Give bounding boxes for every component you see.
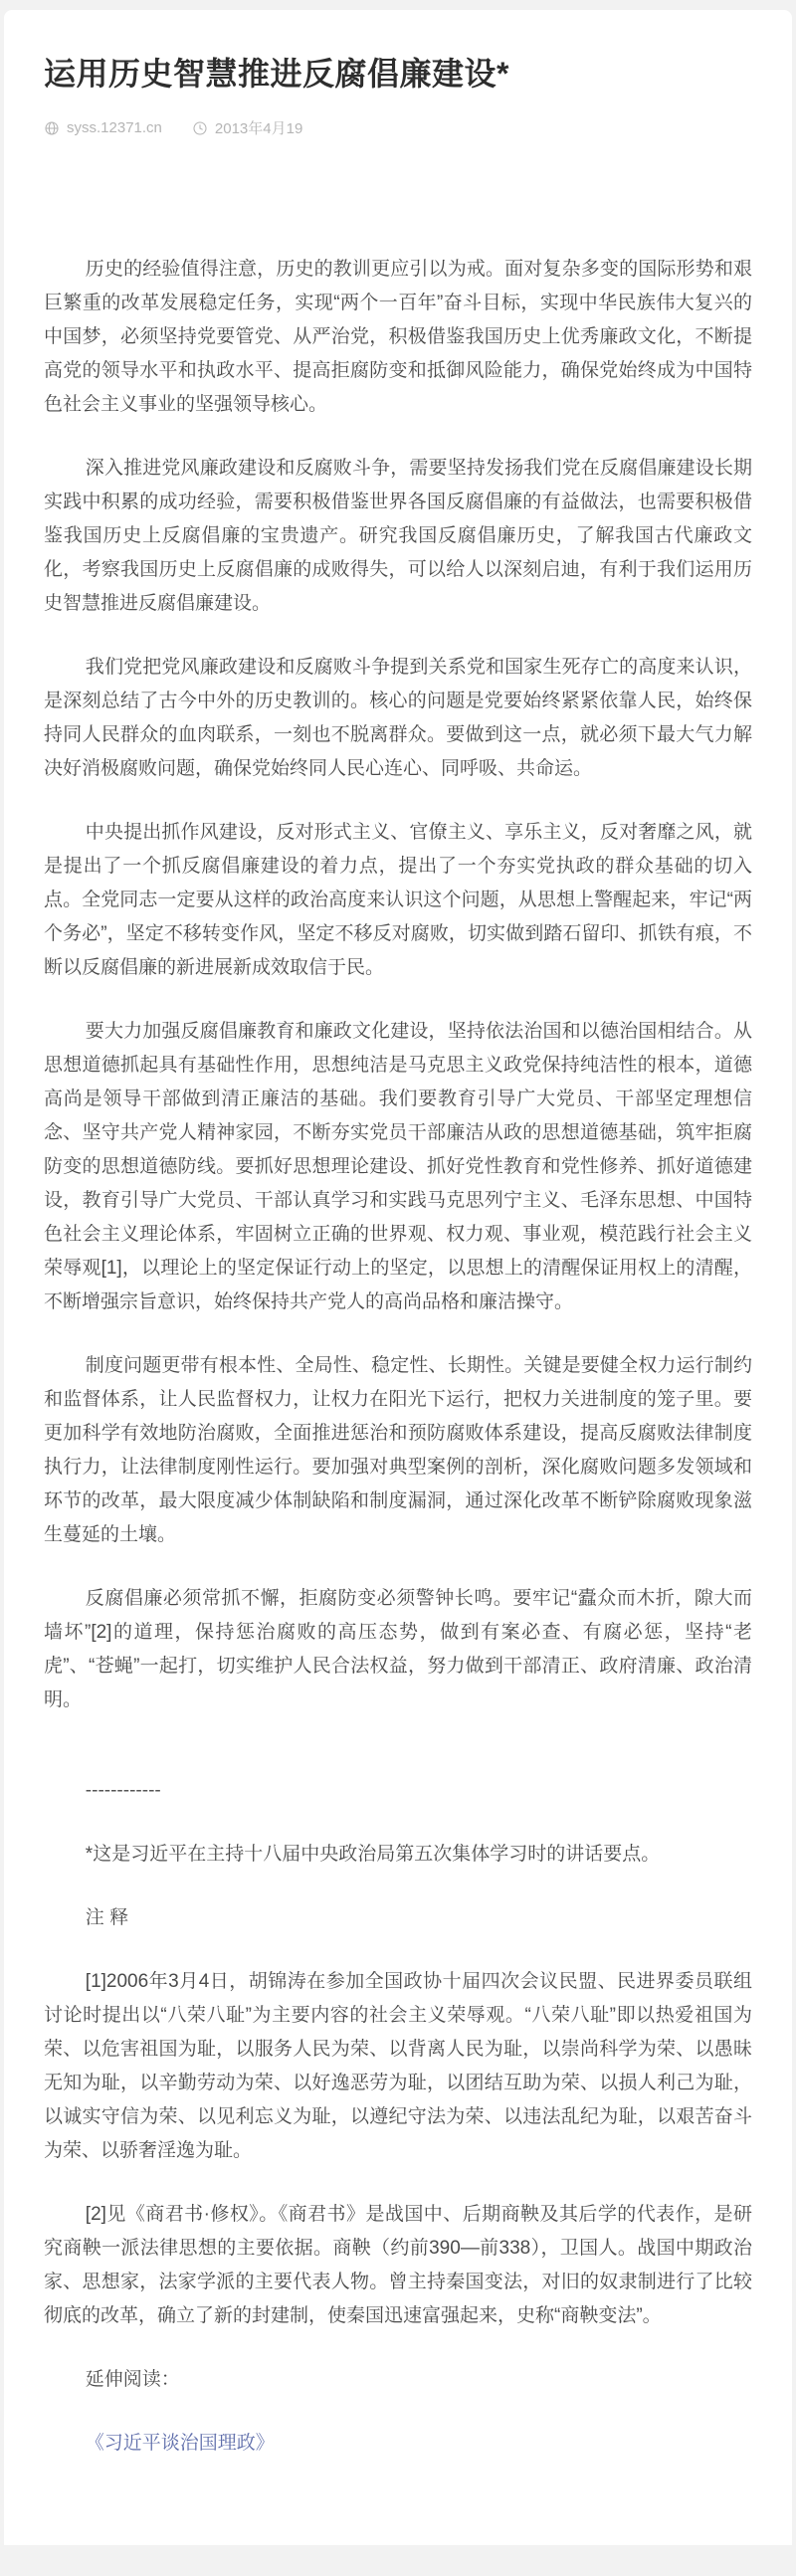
article-paragraph: 我们党把党风廉政建设和反腐败斗争提到关系党和国家生死存亡的高度来认识，是深刻总结了古今中外的历史教训的。核心的问题是党要始终紧紧依靠人民，始终保持同人民群众的血肉联系，一刻也不脱离群众。要做到这一点，就必须下最大气力解决好消极腐败问题，确保党始终同人民心连心、同呼吸、共命运。 [44,657,752,779]
article-paragraph: 制度问题更带有根本性、全局性、稳定性、长期性。关键是要健全权力运行制约和监督体系，让人民监督权力，让权力在阳光下运行，把权力关进制度的笼子里。要更加科学有效地防治腐败，全面推进惩治和预防腐败体系建设，提高反腐败法律制度执行力，让法律制度刚性运行。要加强对典型案例的剖析，深化腐败问题多发领域和环节的改革，最大限度减少体制缺陷和制度漏洞，通过深化改革不断铲除腐败现象滋生蔓延的土壤。 [44,1355,752,1545]
meta-date [192,117,302,138]
globe-icon [44,120,60,136]
note: [2]见《商君书·修权》。《商君书》是战国中、后期商鞅及其后学的代表作，是研究商鞅一派法律思想的主要依据。商鞅（约前390—前338），卫国人。战国中期政治家、思想家，法家学派的主要代表人物。曾主持秦国变法，对旧的奴隶制进行了比较彻底的改革，确立了新的封建制，使秦国迅速富强起来，史称“商鞅变法”。 [44,2204,752,2326]
clock-icon [192,120,208,136]
footnote-divider: ------------ [85,1780,161,1801]
meta-source-label: syss.12371.cn [67,119,162,136]
meta-date-label: 2013年4月19 [214,120,303,137]
extended-reading-row [44,2412,752,2476]
article-card [4,10,792,2545]
footnote-star: *这是习近平在主持十八届中央政治局第五次集体学习时的讲话要点。 [85,1844,661,1865]
article-paragraph: 要大力加强反腐倡廉教育和廉政文化建设，坚持依法治国和以德治国相结合。从思想道德抓起具有基础性作用，思想纯洁是马克思主义政党保持纯洁性的根本，道德高尚是领导干部做到清正廉洁的基础。我们要教育引导广大党员、干部坚定理想信念、坚守共产党人精神家园，不断夯实党员干部廉洁从政的思想道德基础，筑牢拒腐防变的思想道德防线。要抓好思想理论建设、抓好党性教育和党性修养、抓好道德建设，教育引导广大党员、干部认真学习和实践马克思列宁主义、毛泽东思想、中国特色社会主义理论体系，牢固树立正确的世界观、权力观、事业观，模范践行社会主义荣辱观[1]，以理论上的坚定保证行动上的坚定，以思想上的清醒保证用权上的清醒，不断增强宗旨意识，始终保持共产党人的高尚品格和廉洁操守。 [44,1021,752,1312]
article-paragraph: 反腐倡廉必须常抓不懈，拒腐防变必须警钟长鸣。要牢记“蠹众而木折，隙大而墙坏”[2]的道理，保持惩治腐败的高压态势，做到有案必查、有腐必惩，坚持“老虎”、“苍蝇”一起打，切实维护人民合法权益，努力做到干部清正、政府清廉、政治清明。 [44,1588,752,1710]
article-paragraph: 中央提出抓作风建设，反对形式主义、官僚主义、享乐主义，反对奢靡之风，就是提出了一个抓反腐倡廉建设的着力点，提出了一个夯实党执政的群众基础的切入点。全党同志一定要从这样的政治高度来认识这个问题，从思想上警醒起来，牢记“两个务必”，坚定不移转变作风，坚定不移反对腐败，切实做到踏石留印、抓铁有痕，不断以反腐倡廉的新进展新成效取信于民。 [44,822,752,978]
article-paragraph: 历史的经验值得注意，历史的教训更应引以为戒。面对复杂多变的国际形势和艰巨繁重的改革发展稳定任务，实现“两个一百年”奋斗目标，实现中华民族伟大复兴的中国梦，必须坚持党要管党、从严治党，积极借鉴我国历史上优秀廉政文化，不断提高党的领导水平和执政水平、提高拒腐防变和抵御风险能力，确保党始终成为中国特色社会主义事业的坚强领导核心。 [44,259,752,415]
article-meta [44,117,752,138]
article-body [44,138,752,1732]
extended-reading-link[interactable]: 《习近平谈治国理政》 [85,2433,275,2454]
back-matter [44,1732,752,2476]
page-title: 运用历史智慧推进反腐倡廉建设* [44,56,509,92]
note: [1]2006年3月4日，胡锦涛在参加全国政协十届四次会议民盟、民进界委员联组讨论时提出以“八荣八耻”为主要内容的社会主义荣辱观。“八荣八耻”即以热爱祖国为荣、以危害祖国为耻，以服务人民为荣、以背离人民为耻，以崇尚科学为荣、以愚昧无知为耻，以辛勤劳动为荣、以好逸恶劳为耻，以团结互助为荣、以损人利己为耻，以诚实守信为荣、以见利忘义为耻，以遵纪守法为荣、以违法乱纪为耻，以艰苦奋斗为荣、以骄奢淫逸为耻。 [44,1971,752,2161]
notes-heading: 注 释 [85,1907,129,1928]
meta-source [44,119,162,136]
article-paragraph: 深入推进党风廉政建设和反腐败斗争，需要坚持发扬我们党在反腐倡廉建设长期实践中积累的成功经验，需要积极借鉴世界各国反腐倡廉的有益做法，也需要积极借鉴我国历史上反腐倡廉的宝贵遗产。研究我国反腐倡廉历史，了解我国古代廉政文化，考察我国历史上反腐倡廉的成败得失，可以给人以深刻启迪，有利于我们运用历史智慧推进反腐倡廉建设。 [44,458,752,614]
extended-reading-label: 延伸阅读： [85,2369,180,2390]
